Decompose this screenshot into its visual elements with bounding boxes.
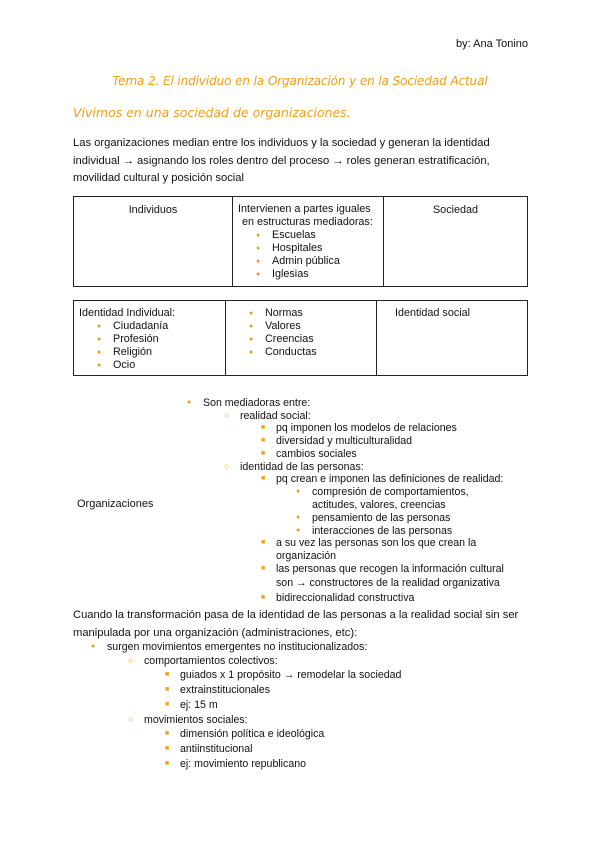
intro-line: movilidad cultural y posición social bbox=[73, 172, 244, 184]
bullet-l2: ○ comportamientos colectivos: bbox=[144, 654, 278, 668]
cuando-paragraph bbox=[73, 607, 533, 642]
list-item: ● Hospitales bbox=[238, 242, 378, 255]
cuando-line: manipulada por una organización (administraciones, etc): bbox=[73, 626, 358, 639]
cuando-line: Cuando la transformación pasa de la identidad de las personas a la realidad social sin ser bbox=[73, 609, 519, 621]
intro-line: Las organizaciones median entre los individuos y la sociedad y generan la identidad bbox=[73, 137, 490, 149]
bullet-l3: ■ ej: movimiento republicano bbox=[180, 757, 306, 771]
bullet-l3: ■ antiinstitucional bbox=[180, 742, 252, 756]
bullet-l3: ■ cambios sociales bbox=[276, 447, 357, 461]
bullet-l2: ○ movimientos sociales: bbox=[144, 713, 248, 727]
bullet-l3: ■ pq crean e imponen las definiciones de realidad: bbox=[276, 472, 503, 486]
cell-sociedad: Sociedad bbox=[384, 197, 528, 287]
cell-identidad-individual bbox=[74, 301, 226, 376]
identity-table bbox=[73, 300, 528, 376]
intro-paragraph bbox=[73, 135, 533, 188]
intro-line: individual → asignando los roles dentro del proceso → roles generan estratificación, bbox=[73, 154, 490, 167]
list-item: ● Iglesias bbox=[238, 268, 378, 281]
mediation-table bbox=[73, 196, 528, 287]
bullet-l1: ● Son mediadoras entre: bbox=[203, 396, 310, 410]
bullet-l3: ■ guiados x 1 propósito → remodelar la sociedad bbox=[180, 668, 401, 682]
list-item: ● Religión bbox=[79, 346, 220, 359]
cell-heading: Intervienen a partes iguales bbox=[238, 203, 371, 215]
list-item: ● Escuelas bbox=[238, 229, 378, 242]
bullet-l3: ■ bidireccionalidad constructiva bbox=[276, 591, 414, 605]
list-item: ● Creencias bbox=[231, 333, 371, 346]
page-title: Tema 2. El individuo en la Organización y en la Sociedad Actual bbox=[112, 74, 488, 88]
list-item: ● Conductas bbox=[231, 346, 371, 359]
list-item: ● Normas bbox=[231, 307, 371, 320]
bullet-l3: ■ a su vez las personas son los que crean la bbox=[276, 536, 476, 550]
organizaciones-label: Organizaciones bbox=[77, 498, 154, 510]
bullet-l4: ● interacciones de las personas bbox=[312, 524, 452, 538]
list-item: ● Profesión bbox=[79, 333, 220, 346]
bullet-l3: ■ dimensión política e ideológica bbox=[180, 727, 324, 741]
bullet-l3: ■ las personas que recogen la información cultural bbox=[276, 562, 504, 576]
list-item: ● Ocio bbox=[79, 359, 220, 372]
author-credit: by: Ana Tonino bbox=[456, 38, 528, 50]
cell-heading: Identidad Individual: bbox=[79, 307, 176, 319]
list-item: ● Valores bbox=[231, 320, 371, 333]
bullet-l3: ■ diversidad y multiculturalidad bbox=[276, 434, 412, 448]
cell-individuos: Individuos bbox=[74, 197, 233, 287]
bullet-l2: ○ identidad de las personas: bbox=[240, 460, 364, 474]
bullet-l2: ○ realidad social: bbox=[240, 409, 311, 423]
cell-normas bbox=[226, 301, 377, 376]
bullet-l3: ■ pq imponen los modelos de relaciones bbox=[276, 421, 457, 435]
cell-estructuras bbox=[233, 197, 384, 287]
bullet-l4: ● compresión de comportamientos, bbox=[312, 485, 469, 499]
section-heading: Vivimos en una sociedad de organizaciones. bbox=[73, 105, 351, 120]
bullet-l4: ● pensamiento de las personas bbox=[312, 511, 450, 525]
cell-heading: en estructuras mediadoras: bbox=[242, 216, 373, 228]
bullet-l4-cont: actitudes, valores, creencias bbox=[312, 499, 446, 511]
cell-identidad-social: Identidad social bbox=[377, 301, 528, 376]
list-item: ● Admin pública bbox=[238, 255, 378, 268]
bullet-l1: ● surgen movimientos emergentes no institucionalizados: bbox=[107, 640, 367, 654]
bullet-l3-cont: organización bbox=[276, 550, 337, 562]
bullet-l3-cont: son → constructores de la realidad organizativa bbox=[276, 577, 500, 589]
list-item: ● Ciudadanía bbox=[79, 320, 220, 333]
bullet-l3: ■ ej: 15 m bbox=[180, 698, 218, 712]
bullet-l3: ■ extrainstitucionales bbox=[180, 683, 270, 697]
